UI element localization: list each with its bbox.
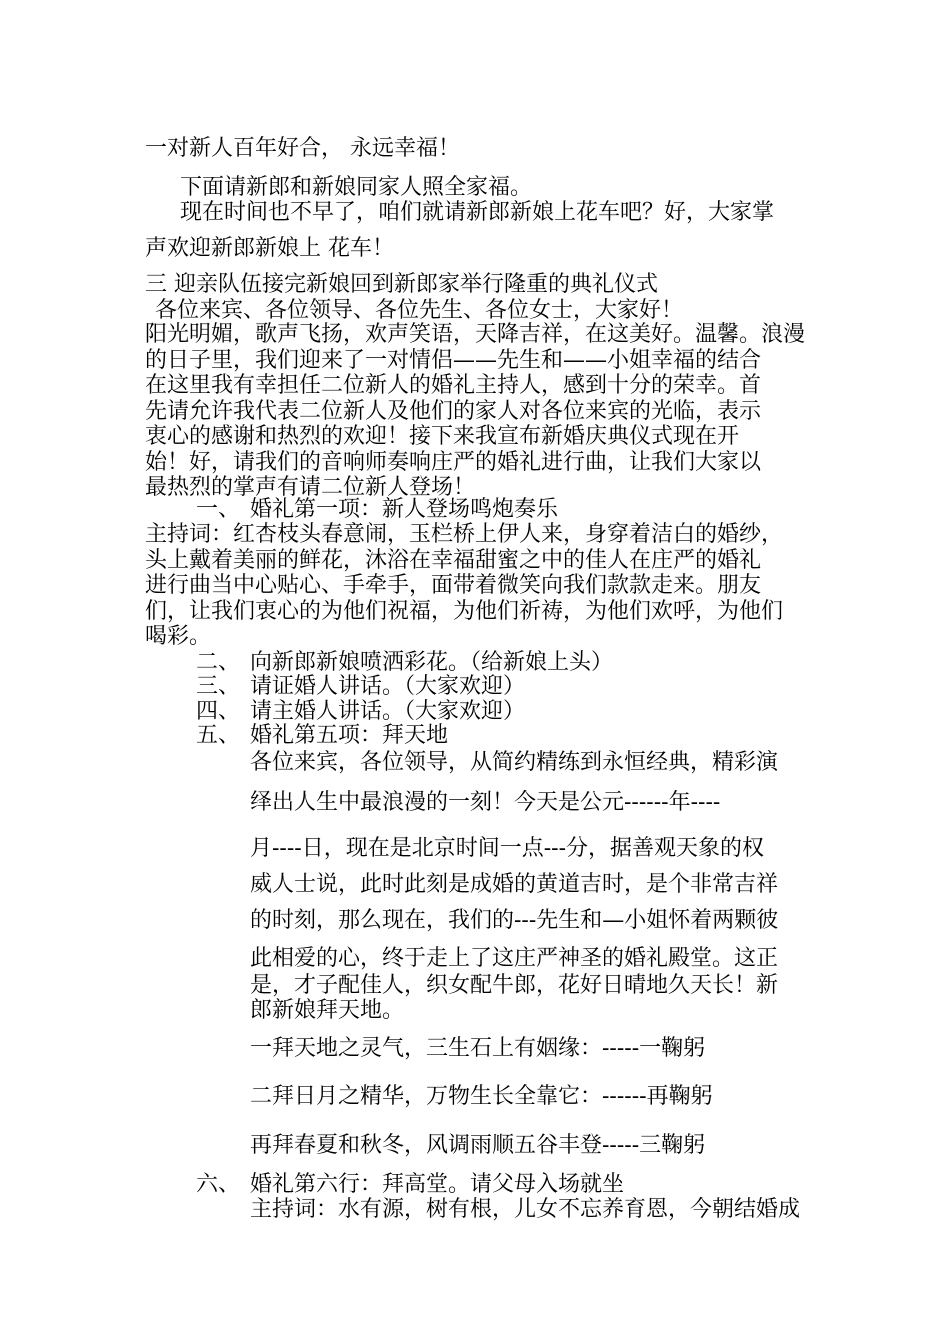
text-line: 阳光明媚，歌声飞扬，欢声笑语，天降吉祥，在这美好。温馨。浪漫 [145, 322, 806, 347]
text-line: 进行曲当中心贴心、手牵手，面带着微笑向我们款款走来。朋友 [145, 573, 762, 598]
list-number: 二、 [196, 650, 241, 675]
text-line: 一对新人百年好合， 永远幸福！ [145, 136, 460, 161]
list-number: 六、 [196, 1172, 241, 1197]
text-line: 下面请新郎和新娘同家人照全家福。 [180, 175, 533, 200]
text-line: 月----日，现在是北京时间一点---分，据善观天象的权 [250, 836, 765, 861]
list-number: 三、 [196, 674, 241, 699]
list-item-title: 婚礼第一项：新人登场鸣炮奏乐 [250, 497, 559, 522]
text-line: 郎新娘拜天地。 [250, 998, 405, 1023]
text-line: 头上戴着美丽的鲜花，沐浴在幸福甜蜜之中的佳人在庄严的婚礼 [145, 548, 762, 573]
list-number: 一、 [196, 497, 241, 522]
text-line: 最热烈的掌声有请二位新人登场！ [145, 475, 476, 500]
text-line: 先请允许我代表二位新人及他们的家人对各位来宾的光临，表示 [145, 399, 762, 424]
text-line: 始！好，请我们的音响师奏响庄严的婚礼进行曲，让我们大家以 [145, 450, 762, 475]
text-line: 主持词：水有源，树有根，儿女不忘养育恩，今朝结婚成 [250, 1197, 801, 1222]
text-line: 此相爱的心，终于走上了这庄严神圣的婚礼殿堂。这正 [250, 946, 779, 971]
text-line: 声欢迎新郎新娘上 花车！ [145, 236, 394, 261]
text-line: 现在时间也不早了，咱们就请新郎新娘上花车吧？好，大家掌 [180, 200, 775, 225]
text-line: 威人士说，此时此刻是成婚的黄道吉时，是个非常吉祥 [250, 872, 779, 897]
text-line: 的日子里，我们迎来了一对情侣——先生和——小姐幸福的结合 [145, 348, 762, 373]
text-line: 主持词：红杏枝头春意闹，玉栏桥上伊人来，身穿着洁白的婚纱， [145, 522, 784, 547]
bow-line: 再拜春夏和秋冬，风调雨顺五谷丰登-----三鞠躬 [250, 1133, 706, 1158]
greeting-line: 各位来宾、各位领导、各位先生、各位女士，大家好！ [155, 298, 684, 323]
text-line: 衷心的感谢和热烈的欢迎！接下来我宣布新婚庆典仪式现在开 [145, 424, 740, 449]
list-number: 五、 [196, 723, 241, 748]
text-line: 各位来宾，各位领导，从简约精练到永恒经典，精彩演 [250, 750, 779, 775]
bow-line: 二拜日月之精华，万物生长全靠它：------再鞠躬 [250, 1084, 713, 1109]
text-line: 们，让我们衷心的为他们祝福，为他们祈祷，为他们欢呼，为他们 [145, 599, 784, 624]
list-item-title: 请证婚人讲话。（大家欢迎） [250, 674, 526, 699]
text-line: 是，才子配佳人，织女配牛郎，花好日晴地久天长！新 [250, 973, 779, 998]
text-line: 绎出人生中最浪漫的一刻！今天是公元------年---- [250, 790, 721, 815]
section-heading: 三 迎亲队伍接完新娘回到新郎家举行隆重的典礼仪式 [145, 272, 658, 297]
bow-line: 一拜天地之灵气，三生石上有姻缘：-----一鞠躬 [250, 1036, 706, 1061]
list-item-title: 请主婚人讲话。（大家欢迎） [250, 699, 526, 724]
text-line: 的时刻，那么现在，我们的---先生和—小姐怀着两颗彼 [250, 908, 779, 933]
text-line: 在这里我有幸担任二位新人的婚礼主持人，感到十分的荣幸。首 [145, 373, 762, 398]
list-item-title: 向新郎新娘喷洒彩花。（给新娘上头） [250, 650, 614, 675]
list-item-title: 婚礼第六行：拜高堂。请父母入场就坐 [250, 1172, 625, 1197]
list-number: 四、 [196, 699, 241, 724]
list-item-title: 婚礼第五项：拜天地 [250, 723, 449, 748]
text-line: 喝彩。 [145, 624, 212, 649]
